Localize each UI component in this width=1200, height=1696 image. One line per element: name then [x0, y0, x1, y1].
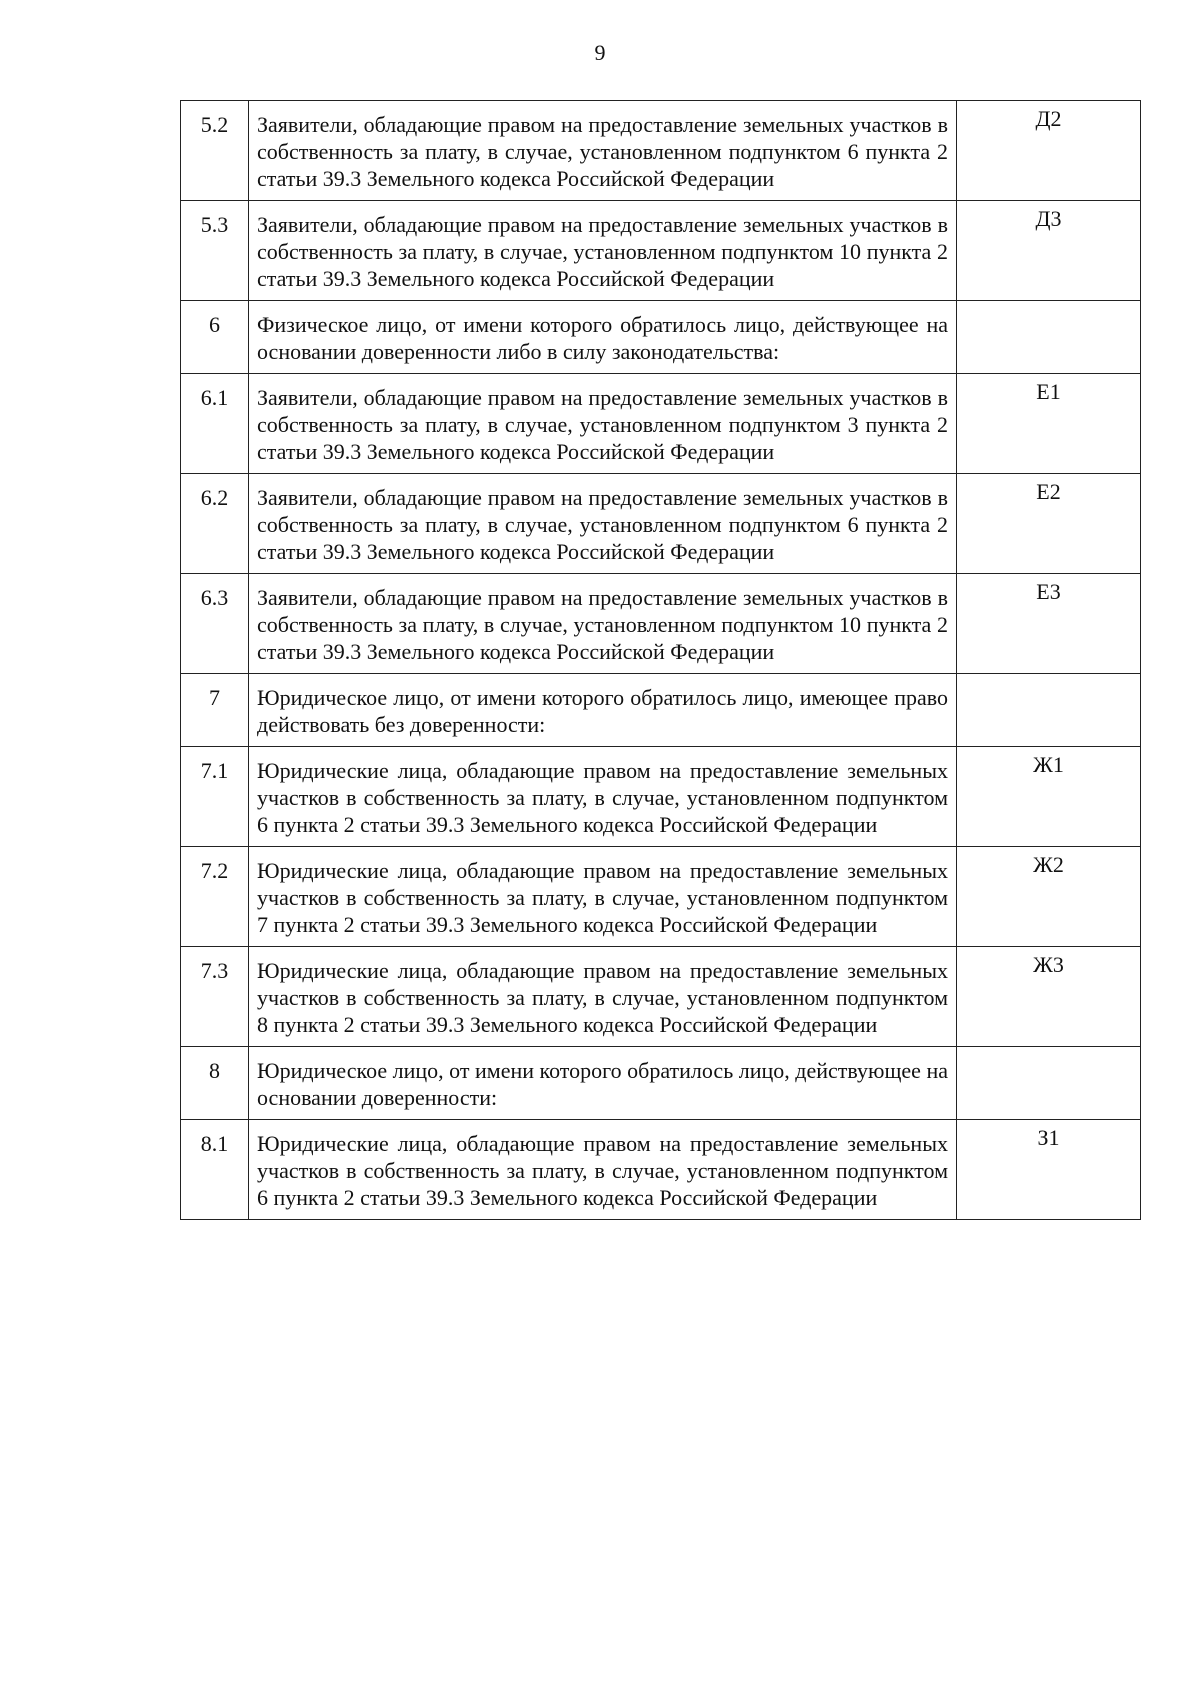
row-code-cell [957, 301, 1141, 374]
row-description-cell: Заявители, обладающие правом на предоставление земельных участков в собственность за плату, в случае, установленном подпунктом 3 пункта 2 статьи 39.3 Земельного кодекса Российской Федерации [249, 374, 957, 474]
table-row [181, 101, 1141, 201]
table-row [181, 747, 1141, 847]
table-row [181, 301, 1141, 374]
row-number-cell: 8.1 [181, 1120, 249, 1220]
table-body [181, 101, 1141, 1220]
table-row [181, 847, 1141, 947]
row-description-cell: Юридические лица, обладающие правом на предоставление земельных участков в собственность за плату, в случае, установленном подпунктом 7 пункта 2 статьи 39.3 Земельного кодекса Российской Федерации [249, 847, 957, 947]
table-row [181, 374, 1141, 474]
row-description-cell: Заявители, обладающие правом на предоставление земельных участков в собственность за плату, в случае, установленном подпунктом 6 пункта 2 статьи 39.3 Земельного кодекса Российской Федерации [249, 101, 957, 201]
row-description-cell: Заявители, обладающие правом на предоставление земельных участков в собственность за плату, в случае, установленном подпунктом 10 пункта 2 статьи 39.3 Земельного кодекса Российской Федерации [249, 574, 957, 674]
table-row [181, 574, 1141, 674]
row-number-cell: 7.3 [181, 947, 249, 1047]
table-row [181, 1120, 1141, 1220]
row-description-cell: Юридические лица, обладающие правом на предоставление земельных участков в собственность за плату, в случае, установленном подпунктом 6 пункта 2 статьи 39.3 Земельного кодекса Российской Федерации [249, 1120, 957, 1220]
row-number-cell: 8 [181, 1047, 249, 1120]
row-number-cell: 7.1 [181, 747, 249, 847]
applicant-category-table [180, 100, 1141, 1220]
row-number-cell: 6 [181, 301, 249, 374]
row-code-cell: Д3 [957, 201, 1141, 301]
table-row [181, 674, 1141, 747]
row-description-cell: Юридическое лицо, от имени которого обратилось лицо, имеющее право действовать без доверенности: [249, 674, 957, 747]
row-number-cell: 6.2 [181, 474, 249, 574]
row-number-cell: 5.2 [181, 101, 249, 201]
row-description-cell: Заявители, обладающие правом на предоставление земельных участков в собственность за плату, в случае, установленном подпунктом 6 пункта 2 статьи 39.3 Земельного кодекса Российской Федерации [249, 474, 957, 574]
row-code-cell: З1 [957, 1120, 1141, 1220]
row-code-cell [957, 674, 1141, 747]
row-code-cell: Ж1 [957, 747, 1141, 847]
row-code-cell: Ж2 [957, 847, 1141, 947]
row-code-cell: Ж3 [957, 947, 1141, 1047]
table-row [181, 947, 1141, 1047]
row-description-cell: Юридическое лицо, от имени которого обратилось лицо, действующее на основании доверенности: [249, 1047, 957, 1120]
row-code-cell: Д2 [957, 101, 1141, 201]
row-number-cell: 7 [181, 674, 249, 747]
row-description-cell: Заявители, обладающие правом на предоставление земельных участков в собственность за плату, в случае, установленном подпунктом 10 пункта 2 статьи 39.3 Земельного кодекса Российской Федерации [249, 201, 957, 301]
row-number-cell: 7.2 [181, 847, 249, 947]
table-row [181, 201, 1141, 301]
row-code-cell: Е1 [957, 374, 1141, 474]
row-code-cell [957, 1047, 1141, 1120]
row-number-cell: 5.3 [181, 201, 249, 301]
row-code-cell: Е2 [957, 474, 1141, 574]
row-code-cell: Е3 [957, 574, 1141, 674]
table-row [181, 1047, 1141, 1120]
row-description-cell: Юридические лица, обладающие правом на предоставление земельных участков в собственность за плату, в случае, установленном подпунктом 6 пункта 2 статьи 39.3 Земельного кодекса Российской Федерации [249, 747, 957, 847]
row-number-cell: 6.1 [181, 374, 249, 474]
row-description-cell: Юридические лица, обладающие правом на предоставление земельных участков в собственность за плату, в случае, установленном подпунктом 8 пункта 2 статьи 39.3 Земельного кодекса Российской Федерации [249, 947, 957, 1047]
table-row [181, 474, 1141, 574]
page-number: 9 [594, 40, 606, 65]
row-number-cell: 6.3 [181, 574, 249, 674]
row-description-cell: Физическое лицо, от имени которого обратилось лицо, действующее на основании доверенности либо в силу законодательства: [249, 301, 957, 374]
